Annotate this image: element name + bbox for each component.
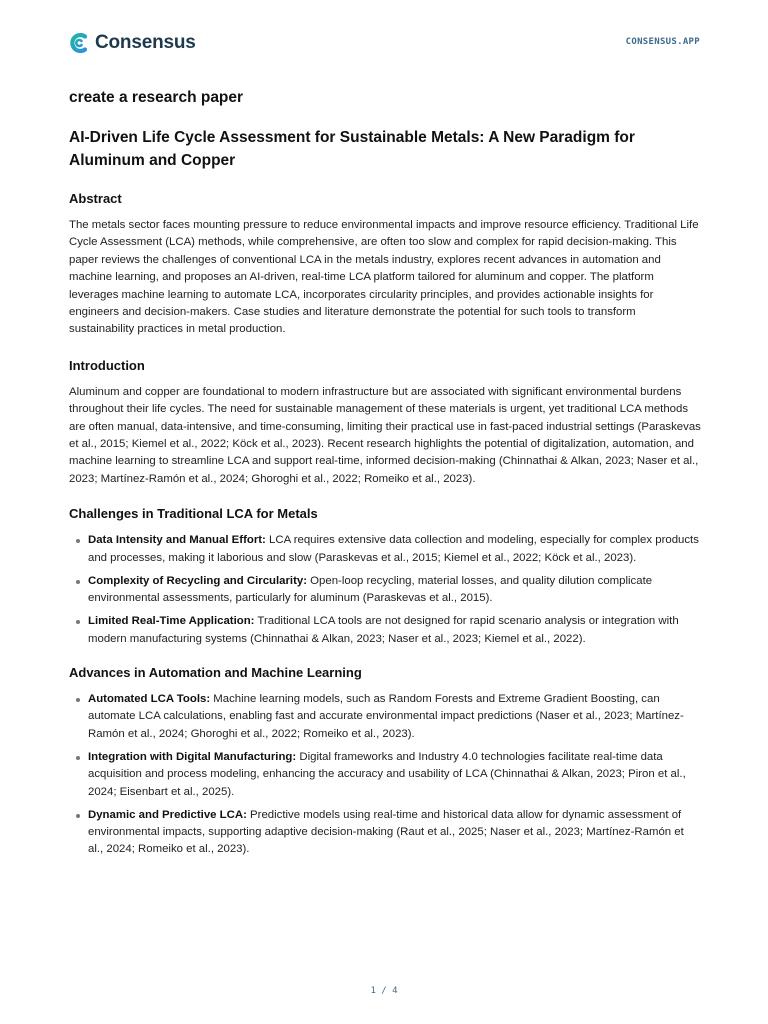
consensus-logo-icon (68, 32, 90, 54)
list-item (69, 807, 701, 859)
challenges-heading: Challenges in Traditional LCA for Metals (69, 506, 318, 522)
list-item-label: Dynamic and Predictive LCA: (88, 808, 247, 821)
list-item-label: Integration with Digital Manufacturing: (88, 750, 297, 763)
page-indicator: 1 / 4 (370, 986, 398, 996)
list-item-text: Traditional LCA tools are not designed for rapid scenario analysis or integration with modern manufacturing systems (Chinnathai & Alkan, 2023; Naser et al., 2023; Kiemel et al., 2022). (88, 615, 679, 645)
bullet-icon (76, 580, 80, 584)
consensus-site-link[interactable]: CONSENSUS.APP (625, 37, 700, 47)
list-item (69, 691, 701, 743)
list-item-label: Complexity of Recycling and Circularity: (88, 574, 308, 587)
introduction-heading: Introduction (69, 357, 145, 373)
brand-name: Consensus (95, 32, 196, 53)
list-item-label: Automated LCA Tools: (88, 692, 211, 705)
document-body (69, 88, 701, 864)
bullet-icon (76, 539, 80, 543)
list-item-text: Digital frameworks and Industry 4.0 technologies facilitate real-time data acquisition and process modeling, enhancing the accuracy and usability of LCA (Chinnathai & Alkan, 2023; Piron et al., 2024; Eisenbart et al., 2025). (88, 750, 686, 798)
bullet-icon (76, 814, 80, 818)
bullet-icon (76, 756, 80, 760)
paper-title: AI-Driven Life Cycle Assessment for Sustainable Metals: A New Paradigm for Aluminum and Copper (69, 129, 635, 169)
list-item-text: Open-loop recycling, material losses, and quality dilution complicate environmental assessments, particularly for aluminum (Paraskevas et al., 2015). (88, 574, 653, 605)
list-item-text: Predictive models using real-time and historical data allow for dynamic assessment of environmental impacts, supporting adaptive decision-making (Raut et al., 2025; Naser et al., 2023; Martínez-Ramón et al., 2024; Romeiko et al., 2023). (88, 808, 684, 856)
list-item (69, 573, 701, 608)
advances-heading: Advances in Automation and Machine Learning (69, 664, 362, 680)
user-query: create a research paper (69, 89, 244, 106)
list-item (69, 532, 701, 567)
abstract-heading: Abstract (69, 191, 122, 206)
list-item (69, 749, 701, 801)
introduction-text: Aluminum and copper are foundational to modern infrastructure but are associated with significant environmental burdens throughout their life cycles. The need for sustainable management of these materials is urgent, yet traditional LCA methods are often manual, data-intensive, and time-consuming, limiting their practical use in fast-paced industrial settings (Paraskevas et al., 2015; Kiemel et al., 2022; Köck et al., 2023). Recent research highlights the potential of digitalization, automation, and machine learning to streamline LCA and support real-time, informed decision-making (Chinnathai & Alkan, 2023; Naser et al., 2023; Martínez-Ramón et al., 2024; Ghoroghi et al., 2022; Romeiko et al., 2023). (69, 385, 701, 485)
abstract-text: The metals sector faces mounting pressure to reduce environmental impacts and improve resource efficiency. Traditional Life Cycle Assessment (LCA) methods, while comprehensive, are often too slow and complex for rapid decision-making. This paper reviews the challenges of conventional LCA in the metals industry, explores recent advances in automation and machine learning, and proposes an AI-driven, real-time LCA platform tailored for aluminum and copper. The platform leverages machine learning to automate LCA, incorporates circularity principles, and provides actionable insights for engineers and decision-makers. Case studies and literature demonstrate the potential for such tools to transform sustainability practices in metal production. (69, 219, 699, 336)
challenges-list (69, 532, 701, 648)
list-item-text: Machine learning models, such as Random Forests and Extreme Gradient Boosting, can automate LCA calculations, enabling fast and accurate environmental impact predictions (Naser et al., 2023; Martínez-Ramón et al., 2024; Ghoroghi et al., 2022; Romeiko et al., 2023). (88, 692, 684, 740)
list-item-label: Limited Real-Time Application: (88, 615, 255, 628)
list-item (69, 613, 701, 648)
list-item-text: LCA requires extensive data collection and modeling, especially for complex products and processes, making it laborious and slow (Paraskevas et al., 2015; Kiemel et al., 2022; Köck et al., 2023). (88, 534, 699, 564)
bullet-icon (76, 620, 80, 624)
consensus-logo[interactable] (68, 29, 196, 57)
advances-list (69, 691, 701, 859)
bullet-icon (76, 698, 80, 702)
page-header (68, 29, 700, 57)
list-item-label: Data Intensity and Manual Effort: (88, 534, 266, 547)
